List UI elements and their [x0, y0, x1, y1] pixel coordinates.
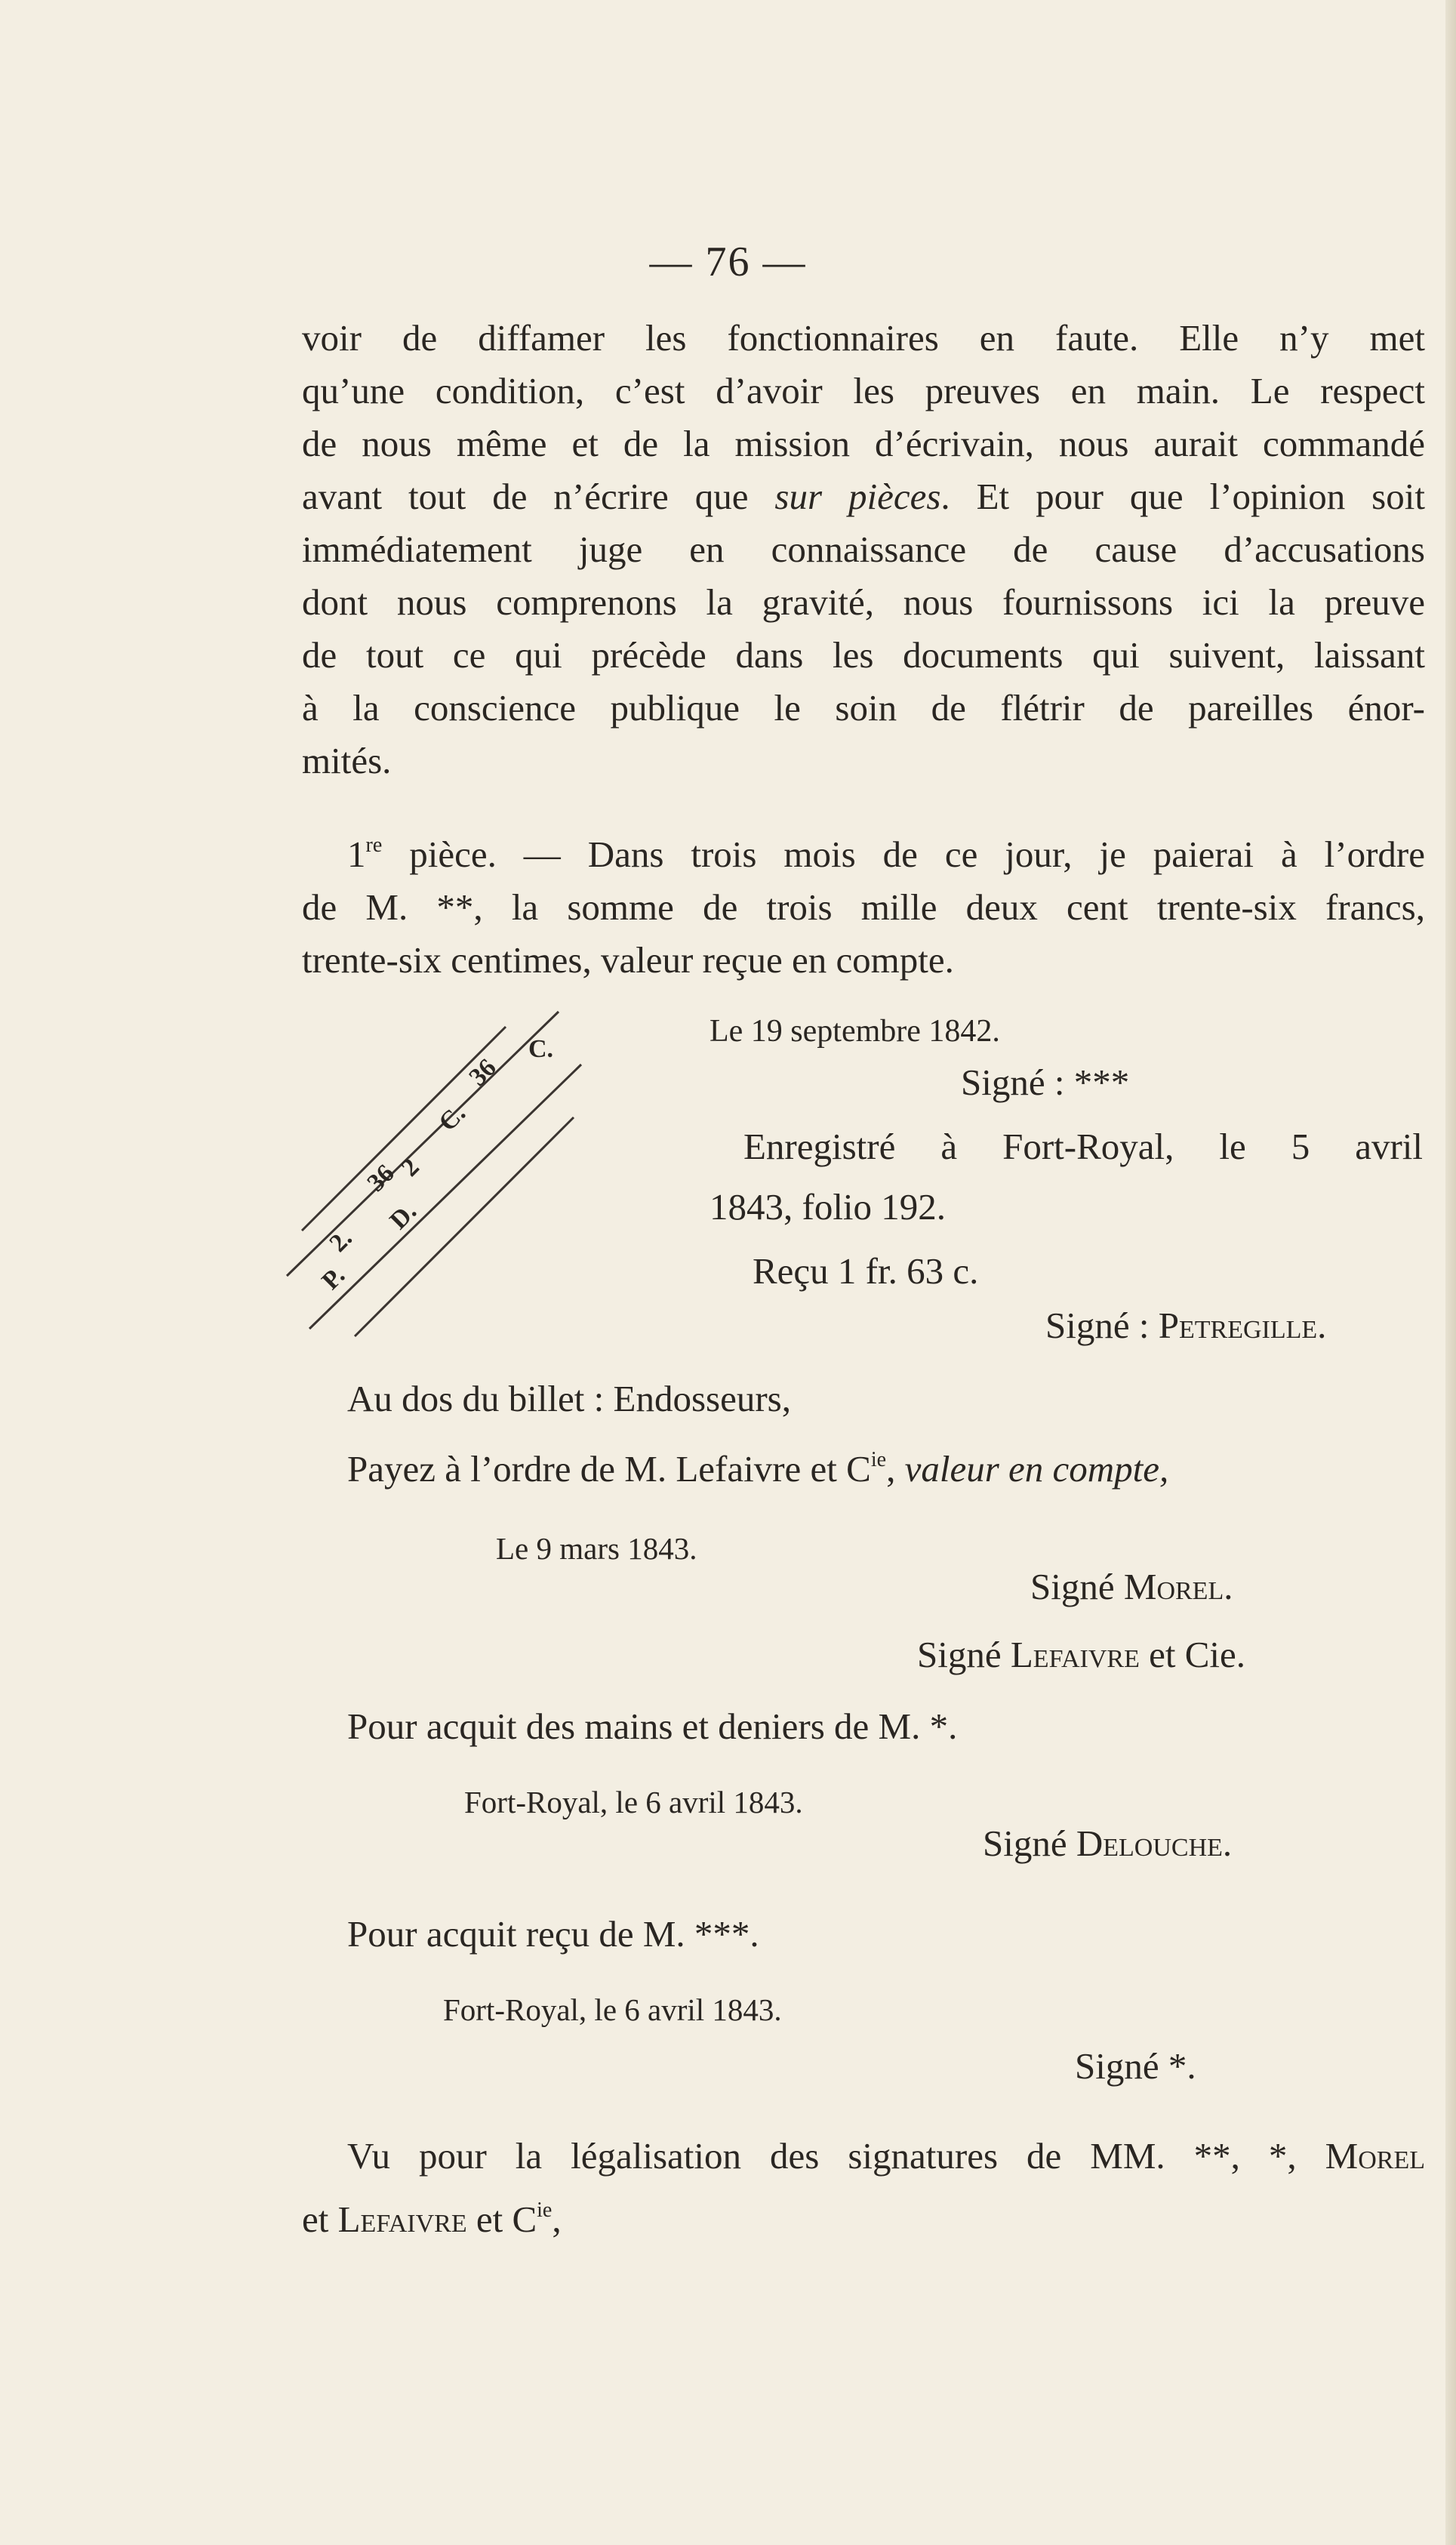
signature-line — [983, 1822, 1232, 1865]
signature-line — [1045, 1304, 1326, 1347]
date-line: Le 19 septembre 1842. — [710, 1014, 1000, 1049]
stamp-text: C. — [528, 1035, 554, 1063]
text-fragment: Signé : — [1045, 1305, 1159, 1346]
text-fragment: Signé — [917, 1634, 1011, 1675]
page-number: — 76 — — [649, 239, 807, 285]
text-fragment: Vu pour la légalisation des signatures de MM. **, *, — [347, 2135, 1325, 2177]
intro-paragraph — [302, 312, 1425, 787]
acquit-line: Pour acquit des mains et deniers de M. *. — [347, 1705, 958, 1747]
stamp-text: D. — [384, 1197, 423, 1235]
text-fragment: , — [886, 1448, 905, 1490]
stamp-text: P. — [316, 1261, 351, 1296]
stamp-text: C. — [433, 1099, 472, 1137]
signer-name: Delouche. — [1076, 1822, 1233, 1864]
page-edge — [1445, 0, 1456, 2545]
endorsement-heading: Au dos du billet : Endosseurs, — [347, 1378, 791, 1419]
endorsement-line — [347, 1447, 1168, 1490]
text-line: à la conscience publique le soin de flétrir de pareilles énor- — [302, 687, 1425, 729]
diagonal-stamp — [279, 1004, 596, 1351]
stamp-line — [309, 1065, 581, 1329]
signer-name: Morel — [1325, 2135, 1425, 2177]
acquit-line: Pour acquit reçu de M. ***. — [347, 1913, 759, 1955]
signer-name: Petregille. — [1158, 1305, 1327, 1346]
text-fragment: Signé — [1030, 1566, 1124, 1607]
date-line: Fort-Royal, le 6 avril 1843. — [443, 1992, 782, 2027]
signer-name: Morel. — [1123, 1566, 1233, 1607]
text-fragment: . Et pour que l’opinion soit — [940, 476, 1425, 517]
text-line: qu’une condition, c’est d’avoir les preuves en main. Le respect — [302, 370, 1425, 411]
signer-name: Lefaivre — [337, 2198, 467, 2240]
italic-phrase: valeur en compte, — [904, 1448, 1169, 1490]
signature-line: Signé : *** — [961, 1061, 1130, 1103]
text-line — [302, 828, 1425, 881]
text-fragment: pièce. — Dans trois mois de ce jour, je paierai à l’ordre — [382, 833, 1425, 875]
text-line: de tout ce qui précède dans les documents qui suivent, laissant — [302, 634, 1425, 676]
legalisation-line — [347, 2134, 1425, 2177]
stamp-text: 36 — [362, 1159, 400, 1197]
legalisation-line — [302, 2198, 562, 2241]
text-fragment: Signé — [983, 1822, 1076, 1864]
text-fragment: Payez à l’ordre de M. Lefaivre et C — [347, 1448, 871, 1490]
text-line: voir de diffamer les fonctionnaires en faute. Elle n’y met — [302, 317, 1425, 359]
text-line: de nous même et de la mission d’écrivain, nous aurait commandé — [302, 423, 1425, 464]
text-line: de M. **, la somme de trois mille deux cent trente-six francs, — [302, 886, 1425, 928]
text-line: dont nous comprenons la gravité, nous fournissons ici la preuve — [302, 581, 1425, 623]
registration-line: Enregistré à Fort-Royal, le 5 avril — [743, 1126, 1423, 1167]
stamp-text: 36 — [463, 1053, 502, 1092]
piece-paragraph — [302, 828, 1425, 987]
stamp-line — [355, 1117, 574, 1336]
italic-phrase: sur pièces — [774, 476, 941, 517]
text-fragment: avant tout de n’écrire que — [302, 476, 775, 517]
signer-name: Lefaivre — [1010, 1634, 1140, 1675]
piece-number-sup: re — [365, 833, 383, 857]
signature-line — [917, 1633, 1245, 1676]
signature-line: Signé *. — [1075, 2045, 1196, 2087]
text-fragment: et C — [466, 2198, 537, 2240]
text-line: immédiatement juge en connaissance de cause d’accusations — [302, 528, 1425, 570]
superscript: ie — [870, 1448, 887, 1471]
registration-line: 1843, folio 192. — [710, 1186, 947, 1228]
date-line: Le 9 mars 1843. — [496, 1531, 697, 1566]
text-line: trente-six centimes, valeur reçue en compte. — [302, 939, 954, 981]
text-line: mités. — [302, 740, 392, 781]
piece-number: 1 — [347, 833, 366, 875]
text-fragment: et Cie. — [1139, 1634, 1246, 1675]
signature-line — [1030, 1565, 1233, 1608]
stamp-text: 2. — [324, 1224, 358, 1258]
date-line: Fort-Royal, le 6 avril 1843. — [464, 1785, 803, 1819]
text-line — [302, 470, 1425, 523]
stamp-text: 2 — [396, 1153, 425, 1182]
receipt-line: Reçu 1 fr. 63 c. — [753, 1250, 979, 1292]
text-fragment: et — [302, 2198, 338, 2240]
superscript: ie — [537, 2198, 553, 2222]
text-fragment: , — [552, 2198, 562, 2240]
